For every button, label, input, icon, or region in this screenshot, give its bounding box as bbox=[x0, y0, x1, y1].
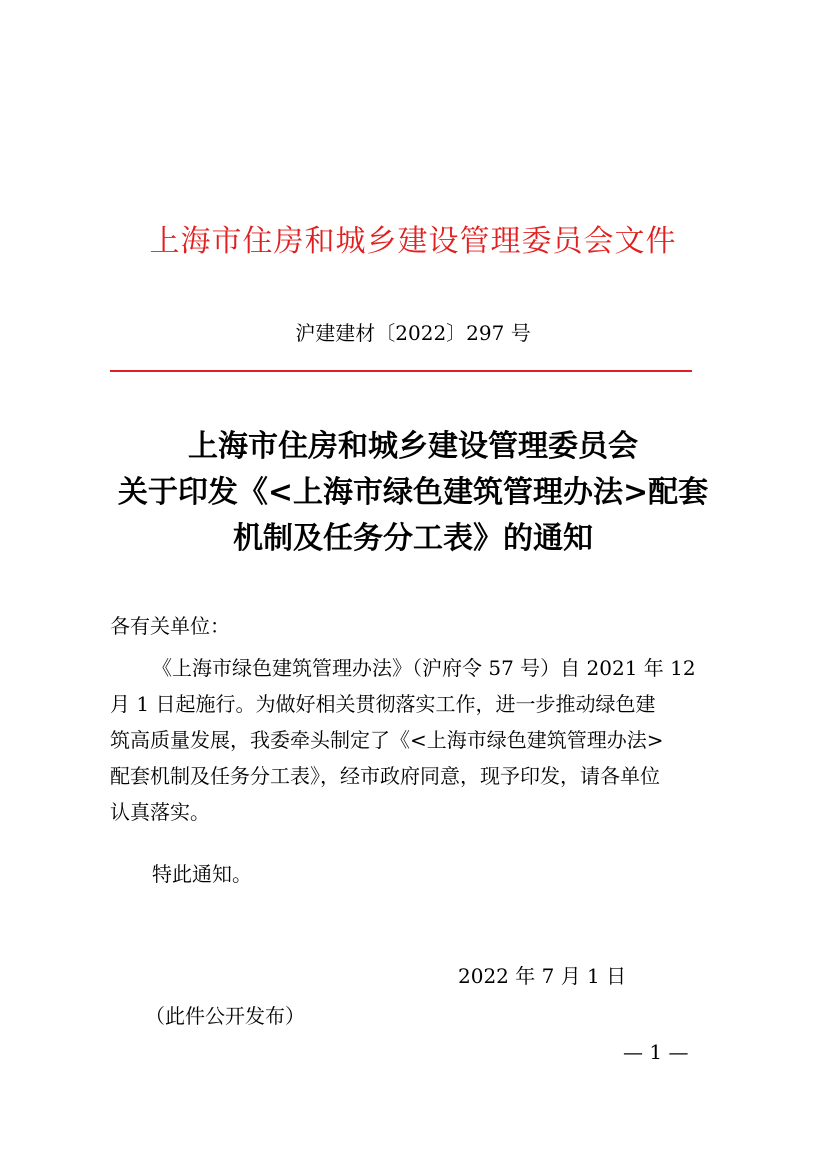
issuer-header: 上海市住房和城乡建设管理委员会文件 bbox=[149, 224, 677, 259]
body-line: 认真落实。 bbox=[110, 800, 210, 824]
title-line-3: 机制及任务分工表》的通知 bbox=[233, 521, 593, 556]
publication-note: （此件公开发布） bbox=[145, 1004, 305, 1028]
title-line-2: 关于印发《<上海市绿色建筑管理办法>配套 bbox=[117, 475, 709, 510]
document-number: 沪建建材〔2022〕297 号 bbox=[295, 321, 531, 345]
salutation: 各有关单位： bbox=[110, 614, 230, 638]
page-number: — 1 — bbox=[623, 1040, 689, 1064]
notice-title bbox=[0, 424, 826, 562]
title-line-1: 上海市住房和城乡建设管理委员会 bbox=[188, 429, 638, 464]
closing-remark: 特此通知。 bbox=[152, 862, 252, 886]
body-line: 配套机制及任务分工表》，经市政府同意，现予印发，请各单位 bbox=[110, 764, 660, 788]
body-line: 月 1 日起施行。为做好相关贯彻落实工作，进一步推动绿色建 bbox=[110, 692, 656, 716]
body-line: 筑高质量发展，我委牵头制定了《<上海市绿色建筑管理办法> bbox=[110, 728, 664, 752]
red-divider-line bbox=[110, 370, 692, 372]
issue-date: 2022 年 7 月 1 日 bbox=[458, 964, 627, 988]
body-line: 《上海市绿色建筑管理办法》（沪府令 57 号）自 2021 年 12 bbox=[152, 656, 696, 680]
body-paragraph bbox=[110, 650, 716, 830]
